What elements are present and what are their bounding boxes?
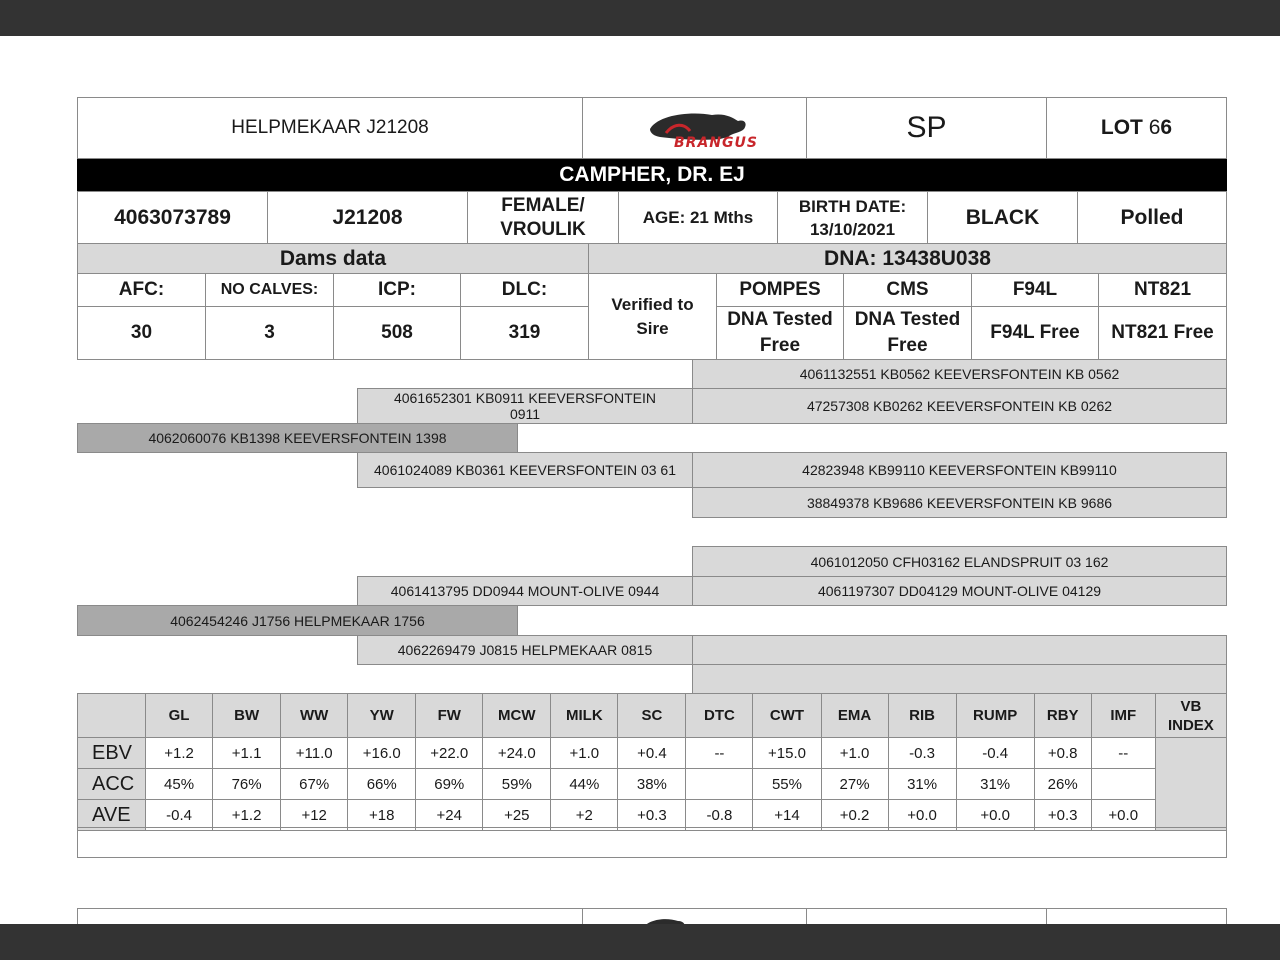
verified-to-sire: Verified to Sire (588, 273, 717, 360)
pedigree-sire-dam-dam: 38849378 KB9686 KEEVERSFONTEIN KB 9686 (692, 487, 1227, 518)
viewer-top-bar (0, 0, 1280, 36)
ave-cell: -0.8 (686, 800, 753, 831)
ebv-col-header: RBY (1034, 694, 1091, 738)
vb-index-header: VB INDEX (1155, 694, 1226, 738)
lot-word: LOT (1100, 116, 1149, 139)
ave-cell: +0.0 (956, 800, 1034, 831)
ave-cell: +14 (753, 800, 821, 831)
viewer-bottom-bar (0, 924, 1280, 960)
ave-cell: +25 (483, 800, 551, 831)
pedigree-sire-sire-dam: 47257308 KB0262 KEEVERSFONTEIN KB 0262 (692, 388, 1227, 424)
ave-cell: +18 (348, 800, 416, 831)
ebv-col-header: DTC (686, 694, 753, 738)
ebv-row (78, 738, 1227, 769)
pedigree-dam-dam: 4062269479 J0815 HELPMEKAAR 0815 (357, 635, 693, 665)
ebv-col-header: IMF (1091, 694, 1155, 738)
grade: SP (806, 97, 1047, 159)
ebv-col-header: BW (213, 694, 281, 738)
ebv-col-header: EMA (821, 694, 888, 738)
row-label: EBV (78, 738, 146, 769)
svg-text:BRANGUS: BRANGUS (673, 135, 758, 151)
dams-title: Dams data (77, 243, 589, 274)
ebv-cell: +11.0 (281, 738, 348, 769)
ebv-col-header: CWT (753, 694, 821, 738)
ebv-cell: -- (686, 738, 753, 769)
brangus-logo (582, 97, 807, 159)
dams-header-dlc: DLC: (460, 273, 589, 307)
acc-cell: 45% (146, 769, 213, 800)
ebv-cell: +22.0 (416, 738, 483, 769)
ave-cell: +0.2 (821, 800, 888, 831)
ebv-header-row (78, 694, 1227, 738)
ebv-col-header: GL (146, 694, 213, 738)
vb-index-value (1155, 738, 1226, 831)
ebv-cell: +1.0 (821, 738, 888, 769)
dna-result-f94l: F94L Free (971, 306, 1099, 360)
lot-digit: 6 (1148, 116, 1161, 139)
dams-header-icp: ICP: (333, 273, 461, 307)
dna-header-f94l: F94L (971, 273, 1099, 307)
ebv-cell: +0.8 (1034, 738, 1091, 769)
pedigree-dam-sire: 4061413795 DD0944 MOUNT-OLIVE 0944 (357, 576, 693, 606)
ebv-col-header: WW (281, 694, 348, 738)
acc-row (78, 769, 1227, 800)
ave-row (78, 800, 1227, 831)
ebv-col-header: YW (348, 694, 416, 738)
ebv-cell: +15.0 (753, 738, 821, 769)
lot-label (1046, 97, 1227, 159)
ebv-table (77, 693, 1227, 831)
acc-cell: 31% (956, 769, 1034, 800)
row-label: AVE (78, 800, 146, 831)
acc-cell: 55% (753, 769, 821, 800)
owner-bar: CAMPHER, DR. EJ (77, 159, 1227, 191)
animal-name: HELPMEKAAR J21208 (77, 97, 583, 159)
acc-cell: 38% (618, 769, 686, 800)
pedigree-sire-dam: 4061024089 KB0361 KEEVERSFONTEIN 03 61 (357, 452, 693, 488)
ebv-cell: +24.0 (483, 738, 551, 769)
pedigree-sire: 4062060076 KB1398 KEEVERSFONTEIN 1398 (77, 423, 518, 453)
pedigree-sire-sire-sire: 4061132551 KB0562 KEEVERSFONTEIN KB 0562 (692, 359, 1227, 389)
acc-cell: 27% (821, 769, 888, 800)
acc-cell: 44% (551, 769, 618, 800)
ave-cell: +12 (281, 800, 348, 831)
acc-cell (686, 769, 753, 800)
color: BLACK (927, 191, 1078, 244)
ebv-cell: -0.3 (888, 738, 956, 769)
dams-header-no-calves: NO CALVES: (205, 273, 334, 307)
acc-cell: 76% (213, 769, 281, 800)
acc-cell: 67% (281, 769, 348, 800)
acc-cell: 66% (348, 769, 416, 800)
ave-cell: +1.2 (213, 800, 281, 831)
ebv-cell: +16.0 (348, 738, 416, 769)
pedigree-sire-dam-sire: 42823948 KB99110 KEEVERSFONTEIN KB99110 (692, 452, 1227, 488)
pedigree-dam-dam-sire (692, 635, 1227, 665)
pedigree-dam-sire-dam: 4061197307 DD04129 MOUNT-OLIVE 04129 (692, 576, 1227, 606)
ebv-col-header: MCW (483, 694, 551, 738)
ave-cell: -0.4 (146, 800, 213, 831)
ebv-col-header: SC (618, 694, 686, 738)
ebv-cell: +1.1 (213, 738, 281, 769)
ave-cell: +24 (416, 800, 483, 831)
dams-value-no-calves: 3 (205, 306, 334, 360)
dna-header-pompes: POMPES (716, 273, 844, 307)
ebv-col-header: RIB (888, 694, 956, 738)
pedigree-sire-sire: 4061652301 KB0911 KEEVERSFONTEIN 0911 (357, 388, 693, 424)
acc-cell: 69% (416, 769, 483, 800)
ave-cell: +0.3 (618, 800, 686, 831)
dams-value-icp: 508 (333, 306, 461, 360)
ebv-corner-cell (78, 694, 146, 738)
dams-header-afc: AFC: (77, 273, 206, 307)
ebv-col-header: RUMP (956, 694, 1034, 738)
dna-result-nt821: NT821 Free (1098, 306, 1227, 360)
dna-result-pompes: DNA Tested Free (716, 306, 844, 360)
age: AGE: 21 Mths (618, 191, 778, 244)
row-label: ACC (78, 769, 146, 800)
ave-cell: +0.0 (1091, 800, 1155, 831)
dna-header-cms: CMS (843, 273, 972, 307)
ebv-cell: +0.4 (618, 738, 686, 769)
ave-cell: +0.3 (1034, 800, 1091, 831)
ave-cell: +2 (551, 800, 618, 831)
pedigree-dam-sire-sire: 4061012050 CFH03162 ELANDSPRUIT 03 162 (692, 546, 1227, 577)
dams-value-dlc: 319 (460, 306, 589, 360)
pedigree-dam: 4062454246 J1756 HELPMEKAAR 1756 (77, 605, 518, 636)
pedigree-dam-dam-dam (692, 664, 1227, 694)
acc-cell: 26% (1034, 769, 1091, 800)
horn-status: Polled (1077, 191, 1227, 244)
ebv-cell: -- (1091, 738, 1155, 769)
animal-id: J21208 (267, 191, 468, 244)
acc-cell: 59% (483, 769, 551, 800)
ebv-col-header: MILK (551, 694, 618, 738)
table-footer-row (77, 827, 1227, 858)
dna-result-cms: DNA Tested Free (843, 306, 972, 360)
dams-value-afc: 30 (77, 306, 206, 360)
dna-title: DNA: 13438U038 (588, 243, 1227, 274)
ebv-cell: +1.2 (146, 738, 213, 769)
registration-number: 4063073789 (77, 191, 268, 244)
lot-number: 6 (1160, 116, 1173, 139)
acc-cell: 31% (888, 769, 956, 800)
bull-logo-icon (620, 103, 770, 153)
acc-cell (1091, 769, 1155, 800)
ave-cell: +0.0 (888, 800, 956, 831)
birth-date: BIRTH DATE: 13/10/2021 (777, 191, 928, 244)
dna-header-nt821: NT821 (1098, 273, 1227, 307)
ebv-cell: -0.4 (956, 738, 1034, 769)
ebv-col-header: FW (416, 694, 483, 738)
sex: FEMALE/ VROULIK (467, 191, 619, 244)
ebv-cell: +1.0 (551, 738, 618, 769)
